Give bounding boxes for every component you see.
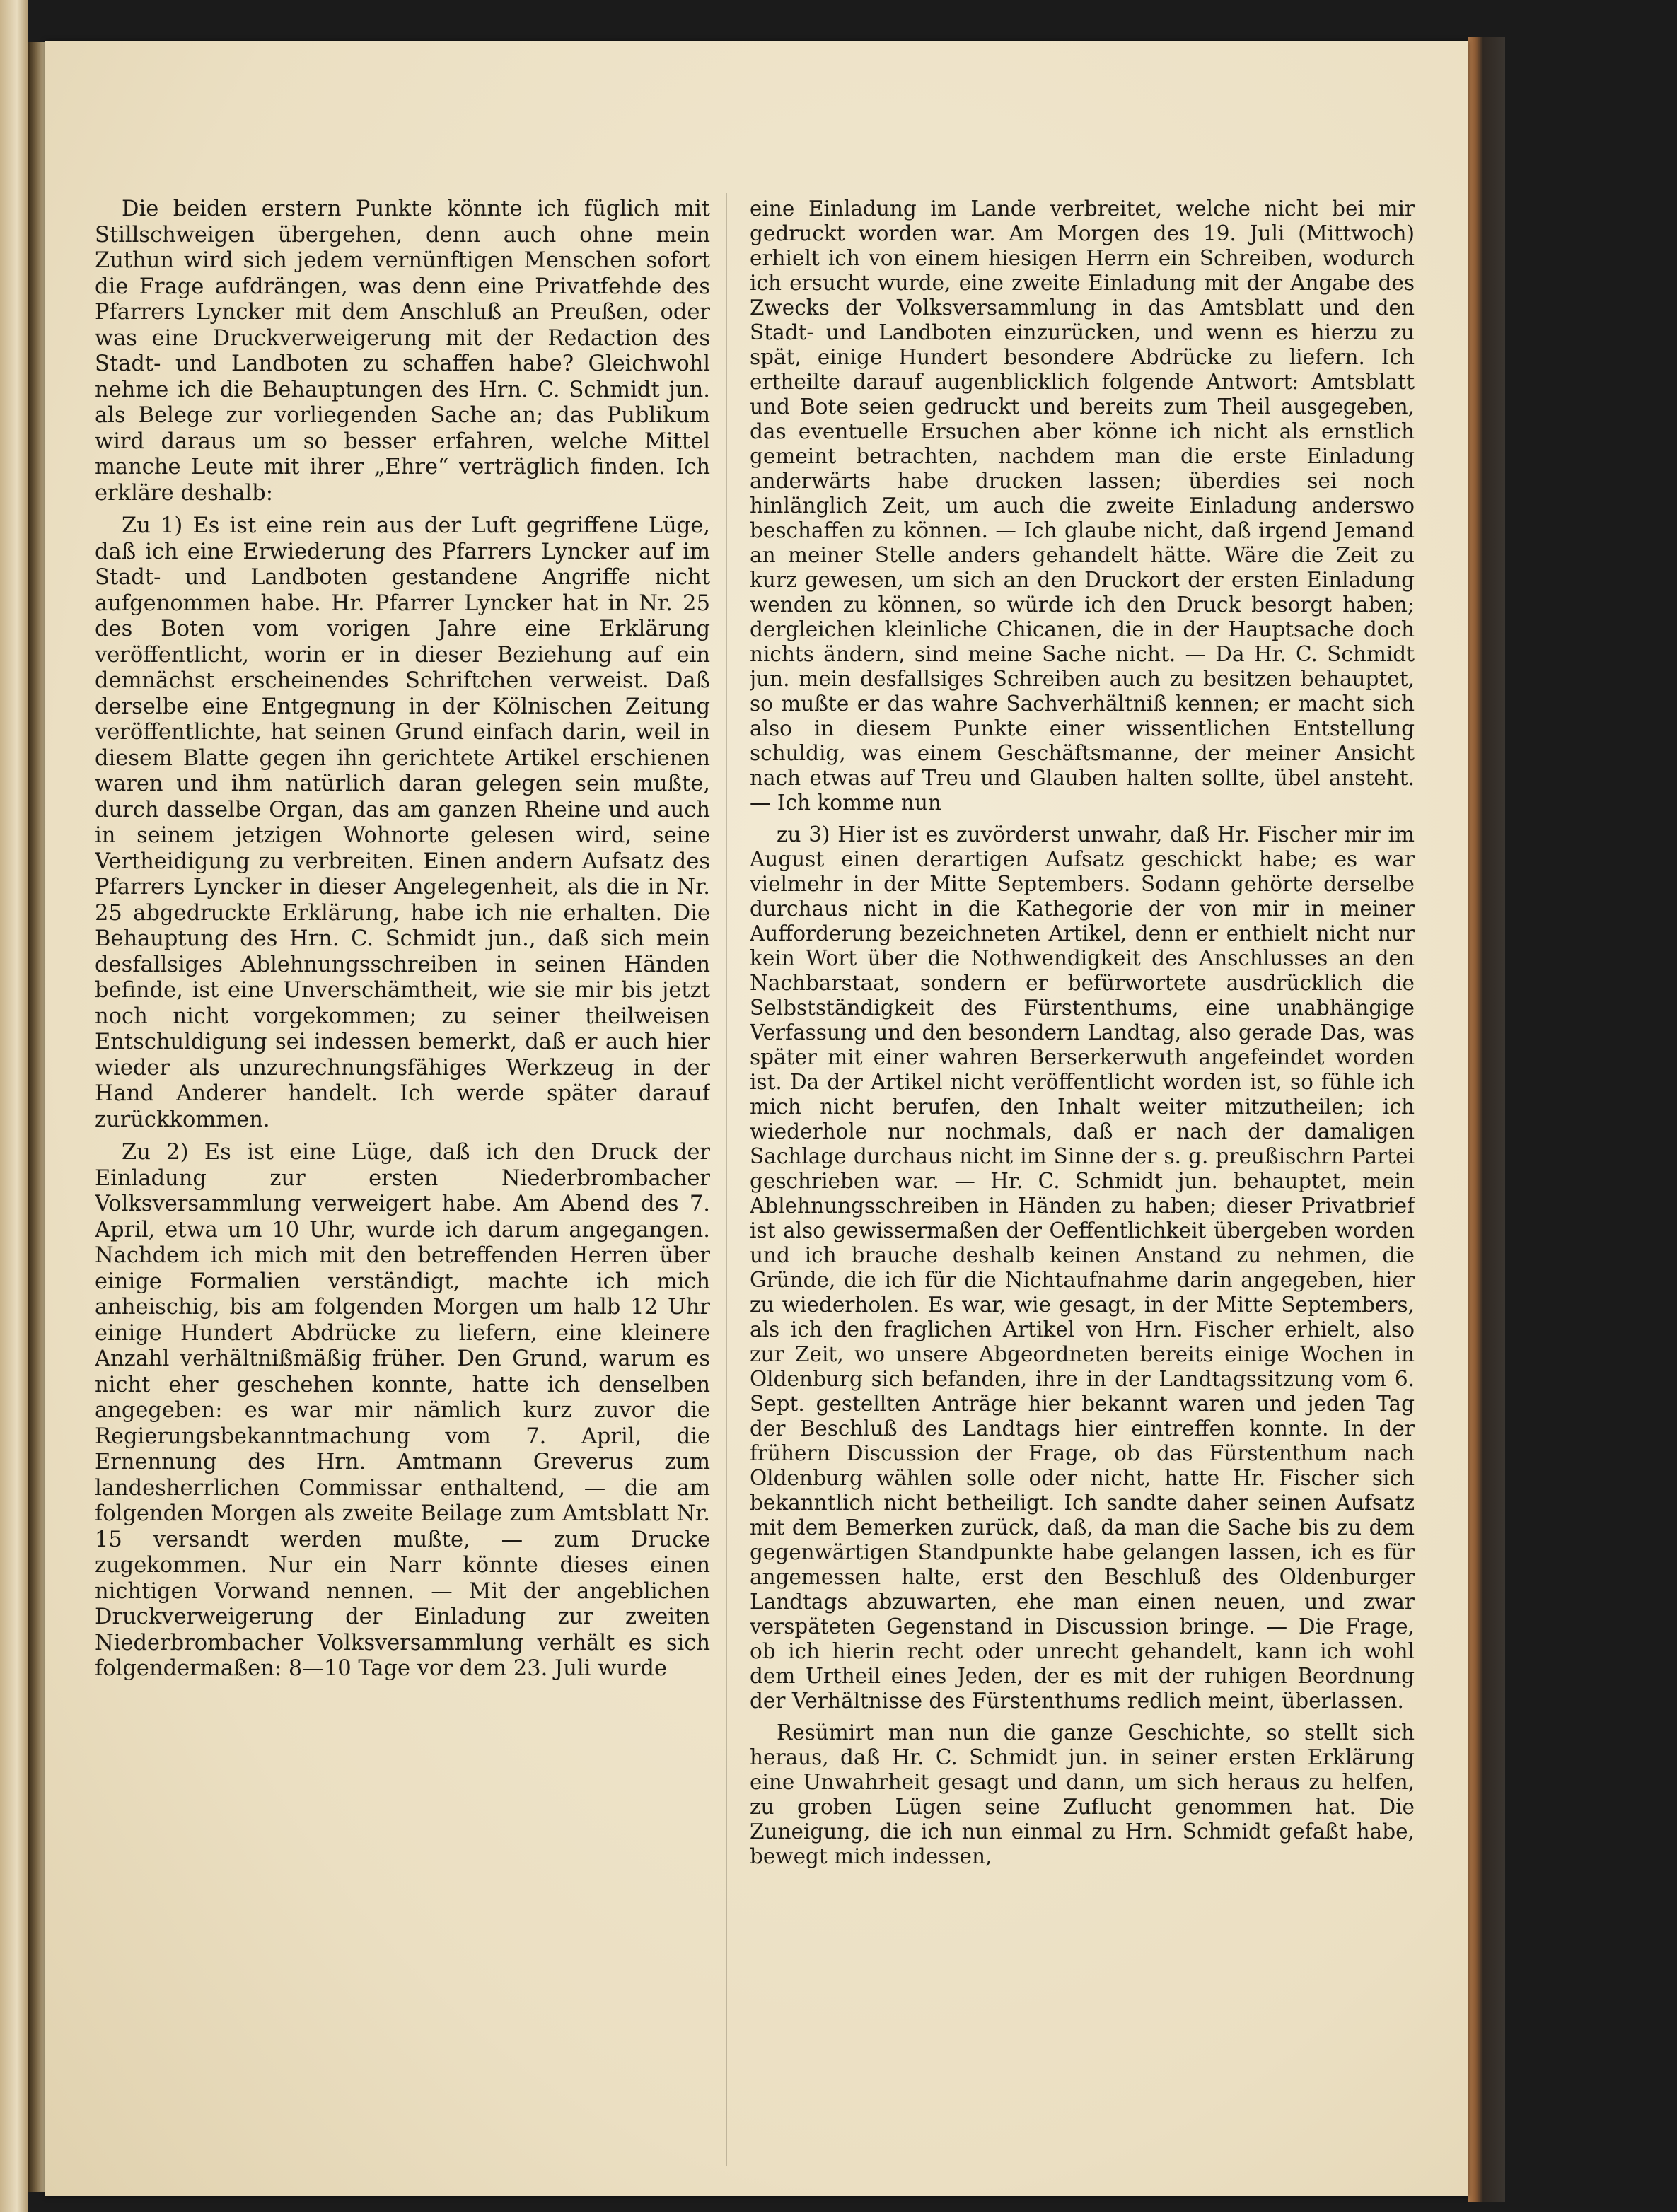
newspaper-page	[45, 41, 1468, 2196]
paragraph-point-2: Zu 2) Es ist eine Lüge, daß ich den Druck der Einladung zur ersten Niederbrombacher Volksversammlung verweigert habe. Am Abend des 7. April, etwa um 10 Uhr, wurde ich darum angegangen. Nachdem ich mich mit den betreffenden Herren über einige Formalien verständigt, machte ich mich anheischig, bis am folgenden Morgen um halb 12 Uhr einige Hundert Abdrücke zu liefern, eine kleinere Anzahl verhältnißmäßig früher. Den Grund, warum es nicht eher geschehen konnte, hatte ich denselben angegeben: es war mir nämlich kurz zuvor die Regierungsbekanntmachung vom 7. April, die Ernennung des Hrn. Amtmann Greverus zum landesherrlichen Commissar enthaltend, — die am folgenden Morgen als zweite Beilage zum Amtsblatt Nr. 15 versandt werden mußte, — zum Drucke zugekommen. Nur ein Narr könnte dieses einen nichtigen Vorwand nennen. — Mit der angeblichen Druckverweigerung der Einladung zur zweiten Niederbrombacher Volksversammlung verhält es sich folgendermaßen: 8—10 Tage vor dem 23. Juli wurde	[95, 1140, 710, 1681]
book-cover-edge	[1468, 37, 1505, 2202]
book-gutter	[28, 42, 47, 2192]
paragraph-intro: Die beiden erstern Punkte könnte ich füglich mit Stillschweigen übergehen, denn auch ohne mein Zuthun wird sich jedem vernünftigen Menschen sofort die Frage aufdrängen, was denn eine Privatfehde des Pfarrers Lyncker mit dem Anschluß an Preußen, oder was eine Druckverweigerung mit der Redaction des Stadt- und Landboten zu schaffen habe? Gleichwohl nehme ich die Behauptungen des Hrn. C. Schmidt jun. als Belege zur vorliegenden Sache an; das Publikum wird daraus um so besser erfahren, welche Mittel manche Leute mit ihrer „Ehre“ verträglich finden. Ich erkläre deshalb:	[95, 197, 710, 506]
previous-page-edge	[0, 0, 28, 2212]
paragraph-point-1: Zu 1) Es ist eine rein aus der Luft gegriffene Lüge, daß ich eine Erwiederung des Pfarrers Lyncker auf im Stadt- und Landboten gestandene Angriffe nicht aufgenommen habe. Hr. Pfarrer Lyncker hat in Nr. 25 des Boten vom vorigen Jahre eine Erklärung veröffentlicht, worin er in dieser Beziehung auf ein demnächst erscheinendes Schriftchen verweist. Daß derselbe eine Entgegnung in der Kölnischen Zeitung veröffentlichte, hat seinen Grund einfach darin, weil in diesem Blatte gegen ihn gerichtete Artikel erschienen waren und ihm natürlich daran gelegen sein mußte, durch dasselbe Organ, das am ganzen Rheine und auch in seinem jetzigen Wohnorte gelesen wird, seine Vertheidigung zu verbreiten. Einen andern Aufsatz des Pfarrers Lyncker in dieser Angelegenheit, als die in Nr. 25 abgedruckte Erklärung, habe ich nie erhalten. Die Behauptung des Hrn. C. Schmidt jun., daß sich mein desfallsiges Ablehnungsschreiben in seinen Händen befinde, ist eine Unverschämtheit, wie sie mir bis jetzt noch nicht vorgekommen; zu seiner theilweisen Entschuldigung sei indessen bemerkt, daß er auch hier wieder als unzurechnungsfähiges Werkzeug in der Hand Anderer handelt. Ich werde später darauf zurückkommen.	[95, 513, 710, 1132]
paragraph-point-3: zu 3) Hier ist es zuvörderst unwahr, daß Hr. Fischer mir im August einen derartigen Aufsatz geschickt habe; es war vielmehr in der Mitte Septembers. Sodann gehörte derselbe durchaus nicht in die Kathegorie der von mir in meiner Aufforderung bezeichneten Artikel, denn er enthielt nicht nur kein Wort über die Nothwendigkeit des Anschlusses an den Nachbarstaat, sondern er befürwortete ausdrücklich die Selbstständigkeit des Fürstenthums, eine unabhängige Verfassung und den besondern Landtag, also gerade Das, was später mit einer wahren Berserkerwuth angefeindet worden ist. Da der Artikel nicht veröffentlicht worden ist, so fühle ich mich nicht berufen, den Inhalt weiter mitzutheilen; ich wiederhole nur nochmals, daß er nach der damaligen Sachlage durchaus nicht im Sinne der s. g. preußischrn Partei geschrieben war. — Hr. C. Schmidt jun. behauptet, mein Ablehnungsschreiben in Händen zu haben; dieser Privatbrief ist also gewissermaßen der Oeffentlichkeit übergeben worden und ich brauche deshalb keinen Anstand zu nehmen, die Gründe, die ich für die Nichtaufnahme darin angegeben, hier zu wiederholen. Es war, wie gesagt, in der Mitte Septembers, als ich den fraglichen Artikel von Hrn. Fischer erhielt, also zur Zeit, wo unsere Abgeordneten bereits einige Wochen in Oldenburg sich befanden, ihre in der Landtagssitzung vom 6. Sept. gestellten Anträge hier bekannt waren und jeden Tag der Beschluß des Landtags hier eintreffen konnte. In der frühern Discussion der Frage, ob das Fürstenthum nach Oldenburg wählen solle oder nicht, hatte Hr. Fischer sich bekanntlich nicht betheiligt. Ich sandte daher seinen Aufsatz mit dem Bemerken zurück, daß, da man die Sache bis zu dem gegenwärtigen Standpunkte habe gelangen lassen, ich es für angemessen halte, erst den Beschluß des Oldenburger Landtags abzuwarten, ehe man einen neuen, und zwar verspäteten Gegenstand in Discussion bringe. — Die Frage, ob ich hierin recht oder unrecht gehandelt, kann ich wohl dem Urtheil eines Jeden, der es mit der ruhigen Beordnung der Verhältnisse des Fürstenthums redlich meint, überlassen.	[750, 822, 1415, 1713]
paragraph-continuation: eine Einladung im Lande verbreitet, welche nicht bei mir gedruckt worden war. Am Morgen des 19. Juli (Mittwoch) erhielt ich von einem hiesigen Herrn ein Schreiben, wodurch ich ersucht wurde, eine zweite Einladung mit der Angabe des Zwecks der Volksversammlung in das Amtsblatt und den Stadt- und Landboten einzurücken, und wenn es hierzu zu spät, einige Hundert besondere Abdrücke zu liefern. Ich ertheilte darauf augenblicklich folgende Antwort: Amtsblatt und Bote seien gedruckt und bereits zum Theil ausgegeben, das eventuelle Ersuchen aber könne ich nicht als ernstlich gemeint betrachten, nachdem man die erste Einladung anderwärts habe drucken lassen; überdies sei noch hinlänglich Zeit, um auch die zweite Einladung anderswo beschaffen zu können. — Ich glaube nicht, daß irgend Jemand an meiner Stelle anders gehandelt hätte. Wäre die Zeit zu kurz gewesen, um sich an den Druckort der ersten Einladung wenden zu können, so würde ich den Druck besorgt haben; dergleichen kleinliche Chicanen, die in der Hauptsache doch nichts ändern, sind meine Sache nicht. — Da Hr. C. Schmidt jun. mein desfallsiges Schreiben auch zu besitzen behauptet, so mußte er das wahre Sachverhältniß kennen; er macht sich also in diesem Punkte einer wissentlichen Entstellung schuldig, was einem Geschäftsmanne, der meiner Ansicht nach etwas auf Treu und Glauben halten sollte, übel ansteht. — Ich komme nun	[750, 197, 1415, 815]
column-divider	[726, 193, 727, 2166]
left-text-column	[95, 197, 710, 2191]
paragraph-summary: Resümirt man nun die ganze Geschichte, so stellt sich heraus, daß Hr. C. Schmidt jun. in seiner ersten Erklärung eine Unwahrheit gesagt und dann, um sich heraus zu helfen, zu groben Lügen seine Zuflucht genommen hat. Die Zuneigung, die ich nun einmal zu Hrn. Schmidt gefaßt habe, bewegt mich indessen,	[750, 1721, 1415, 1868]
right-text-column	[750, 197, 1415, 2191]
